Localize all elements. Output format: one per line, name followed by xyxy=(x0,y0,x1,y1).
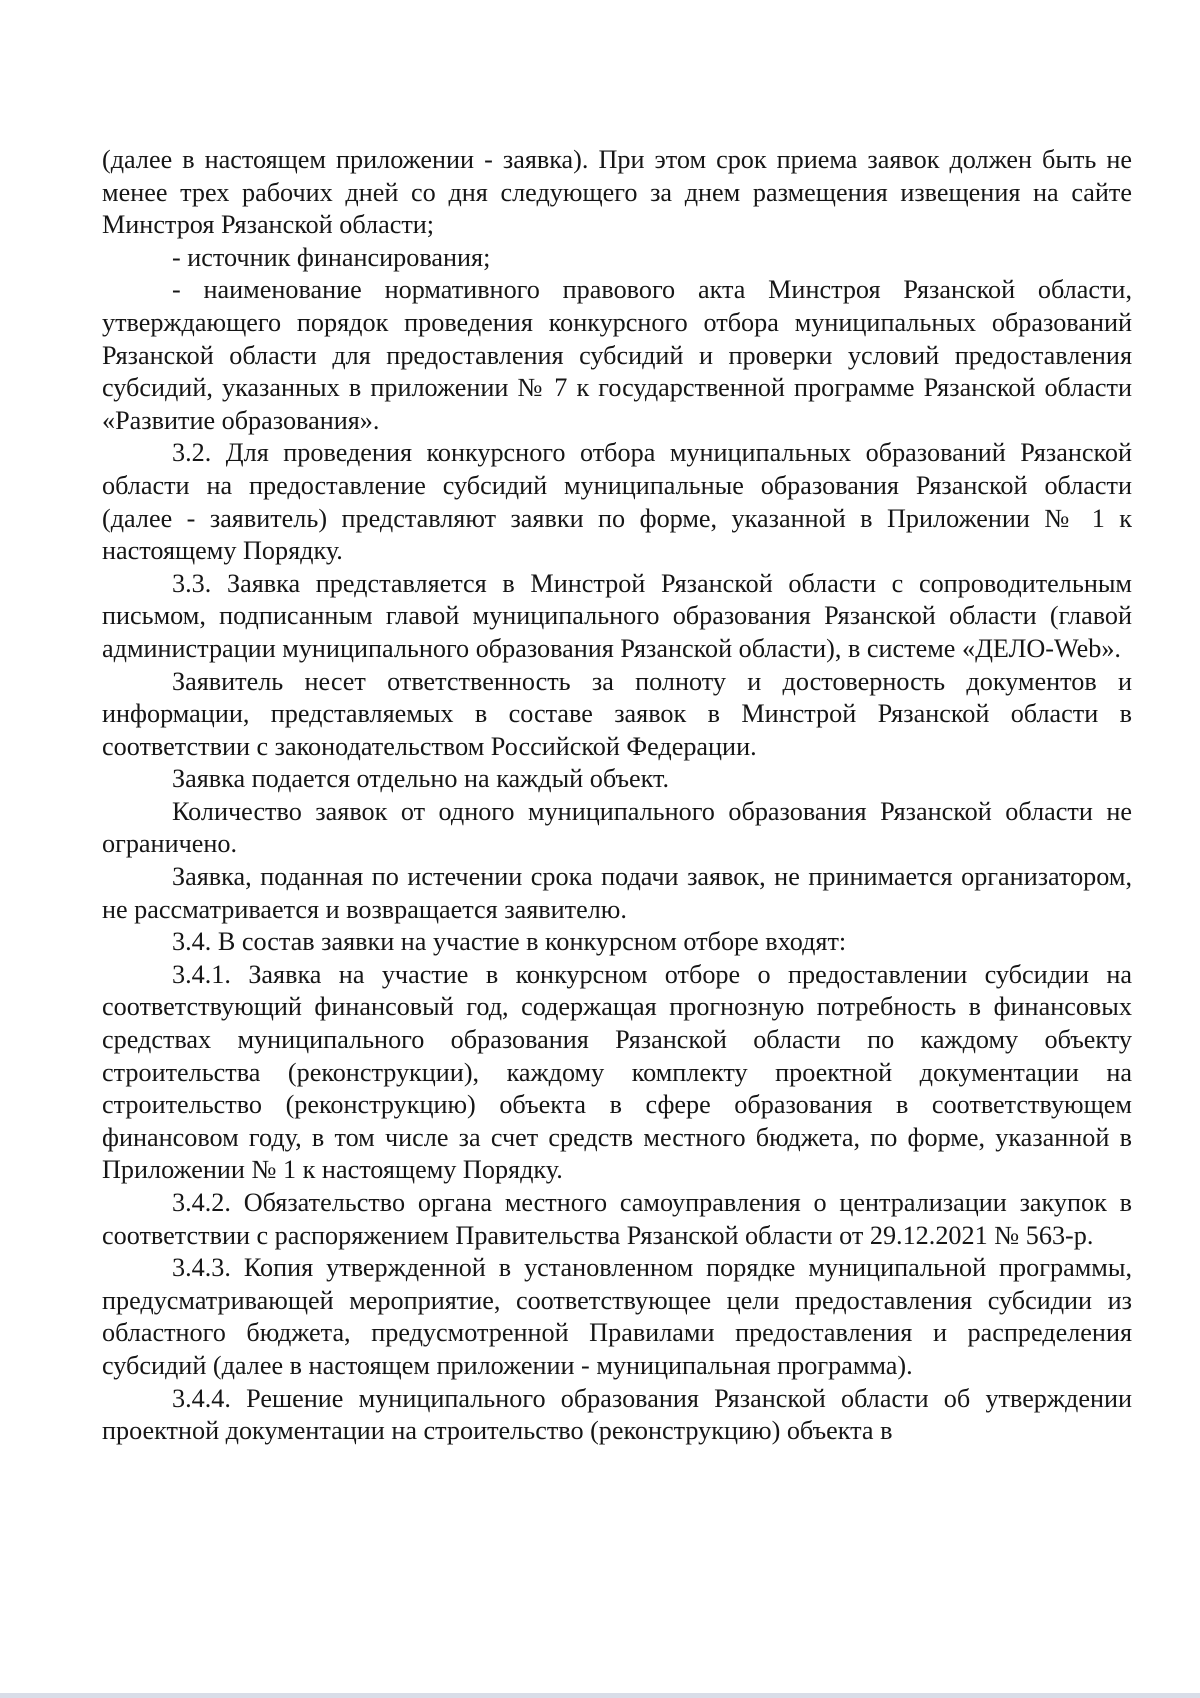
paragraph: Количество заявок от одного муниципального образования Рязанской области не ограничено. xyxy=(102,796,1132,859)
paragraph: Заявитель несет ответственность за полноту и достоверность документов и информации, представляемых в составе заявок в Минстрой Рязанской области в соответствии с законодательством Российской Федерации. xyxy=(102,666,1132,761)
paragraph-3-3: 3.3. Заявка представляется в Минстрой Рязанской области с сопроводительным письмом, подписанным главой муниципального образования Рязанской области (главой администрации муниципального образования Рязанской области), в системе «ДЕЛО-Web». xyxy=(102,568,1132,663)
paragraph-3-4-3: 3.4.3. Копия утвержденной в установленном порядке муниципальной программы, предусматривающей мероприятие, соответствующее цели предоставления субсидии из областного бюджета, предусмотренной Правилами предоставления и распределения субсидий (далее в настоящем приложении - муниципальная программа). xyxy=(102,1253,1132,1380)
paragraph-3-4-2: 3.4.2. Обязательство органа местного самоуправления о централизации закупок в соответствии с распоряжением Правительства Рязанской области от 29.12.2021 № 563-р. xyxy=(102,1188,1132,1250)
paragraph-3-2: 3.2. Для проведения конкурсного отбора муниципальных образований Рязанской области на предоставление субсидий муниципальные образования Рязанской области (далее - заявитель) представляют заявки по форме, указанной в Приложении № 1 к настоящему Порядку. xyxy=(102,438,1132,566)
paragraph: (далее в настоящем приложении - заявка). При этом срок приема заявок должен быть не менее трех рабочих дней со дня следующего за днем размещения извещения на сайте Минстроя Рязанской области; xyxy=(102,145,1132,240)
document-body xyxy=(102,144,1132,1448)
paragraph-3-4-1: 3.4.1. Заявка на участие в конкурсном отборе о предоставлении субсидии на соответствующий финансовый год, содержащая прогнозную потребность в финансовых средствах муниципального образования Рязанской области по каждому объекту строительства (реконструкции), каждому комплекту проектной документации на строительство (реконструкцию) объекта в сфере образования в соответствующем финансовом году, в том числе за счет средств местного бюджета, по форме, указанной в Приложении № 1 к настоящему Порядку. xyxy=(102,959,1132,1185)
paragraph: - источник финансирования; xyxy=(172,242,491,272)
scan-edge xyxy=(0,1693,1200,1698)
paragraph-3-4: 3.4. В состав заявки на участие в конкурсном отборе входят: xyxy=(172,927,847,957)
paragraph: - наименование нормативного правового акта Минстроя Рязанской области, утверждающего порядок проведения конкурсного отбора муниципальных образований Рязанской области для предоставления субсидий и проверки условий предоставления субсидий, указанных в приложении № 7 к государственной программе Рязанской области «Развитие образования». xyxy=(102,275,1132,435)
paragraph-3-4-4: 3.4.4. Решение муниципального образования Рязанской области об утверждении проектной документации на строительство (реконструкцию) объекта в xyxy=(102,1383,1132,1446)
paragraph: Заявка, поданная по истечении срока подачи заявок, не принимается организатором, не рассматривается и возвращается заявителю. xyxy=(102,862,1132,924)
paragraph: Заявка подается отдельно на каждый объект. xyxy=(172,764,670,794)
